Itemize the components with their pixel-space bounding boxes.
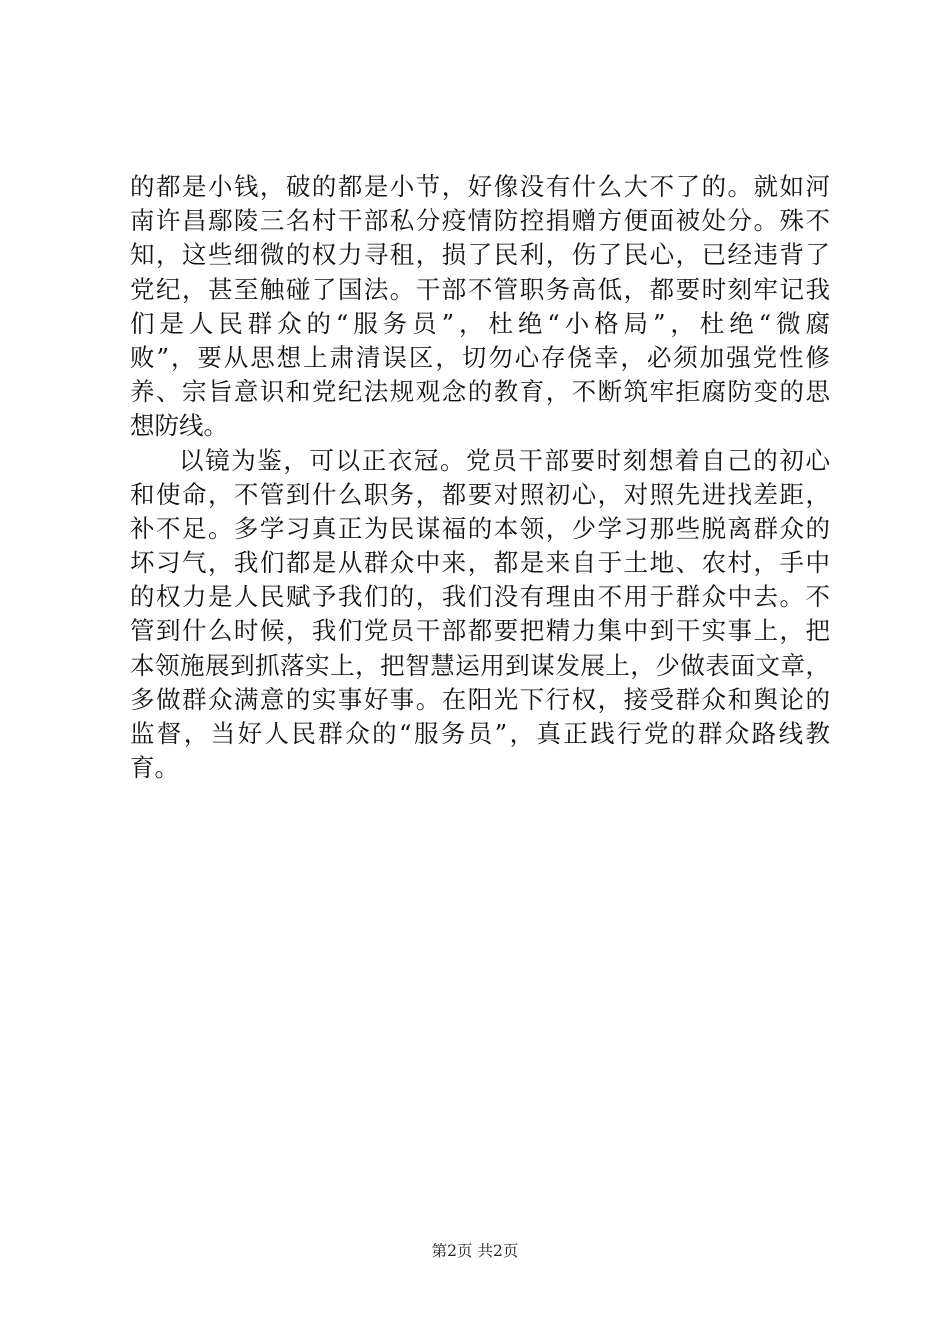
text-line: 南许昌鄢陵三名村干部私分疫情防控捐赠方便面被处分。殊不 — [130, 206, 830, 236]
text-line: 育。 — [130, 753, 179, 783]
document-body — [130, 170, 830, 785]
page-footer: 第2页 共2页 — [431, 1242, 519, 1260]
text-line: 败”，要从思想上肃清误区，切勿心存侥幸，必须加强党性修 — [130, 342, 830, 372]
text-line: 想防线。 — [130, 411, 228, 441]
text-line: 多做群众满意的实事好事。在阳光下行权，接受群众和舆论的 — [130, 684, 830, 714]
text-line: 管到什么时候，我们党员干部都要把精力集中到干实事上，把 — [130, 616, 830, 646]
text-line: 以镜为鉴，可以正衣冠。党员干部要时刻想着自己的初心 — [179, 445, 830, 475]
paragraph — [130, 170, 830, 444]
text-line: 知，这些细微的权力寻租，损了民利，伤了民心，已经违背了 — [130, 240, 830, 270]
text-line: 养、宗旨意识和党纪法规观念的教育，不断筑牢拒腐防变的思 — [130, 377, 830, 407]
text-line: 和使命，不管到什么职务，都要对照初心，对照先进找差距， — [130, 479, 830, 509]
text-line: 党纪，甚至触碰了国法。干部不管职务高低，都要时刻牢记我 — [130, 274, 830, 304]
text-line: 的权力是人民赋予我们的，我们没有理由不用于群众中去。不 — [130, 582, 830, 612]
text-line: 补不足。多学习真正为民谋福的本领，少学习那些脱离群众的 — [130, 513, 830, 543]
text-line: 监督，当好人民群众的“服务员”，真正践行党的群众路线教 — [130, 719, 830, 748]
text-line: 本领施展到抓落实上，把智慧运用到谋发展上，少做表面文章， — [130, 650, 830, 680]
text-line: 们是人民群众的“服务员”，杜绝“小格局”，杜绝“微腐 — [130, 308, 830, 338]
text-line: 坏习气，我们都是从群众中来，都是来自于土地、农村，手中 — [130, 548, 830, 578]
text-line: 的都是小钱，破的都是小节，好像没有什么大不了的。就如河 — [130, 172, 830, 201]
paragraph — [130, 444, 830, 786]
